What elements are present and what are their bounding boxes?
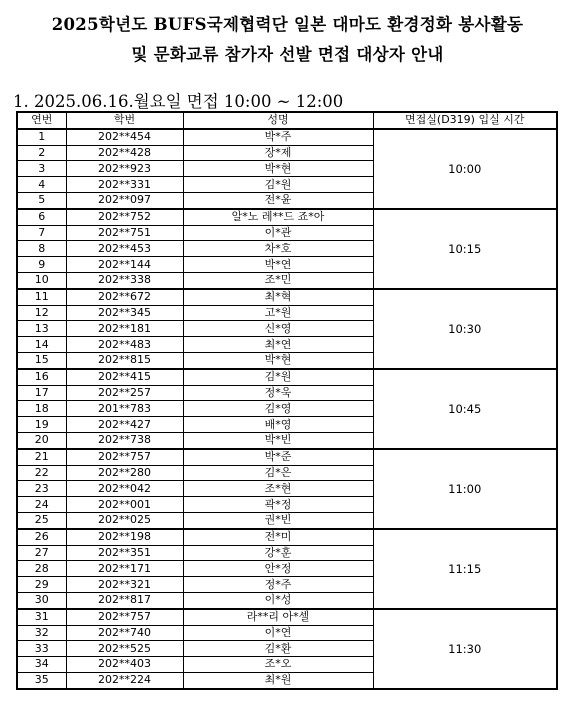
cell-number: 4 [17, 177, 66, 193]
cell-student-id: 202**453 [66, 241, 183, 257]
section-heading: 1. 2025.06.16.월요일 면접 10:00 ~ 12:00 [13, 92, 344, 111]
cell-name: 안*정 [183, 561, 373, 577]
cell-student-id: 202**428 [66, 145, 183, 161]
cell-name: 조*민 [183, 272, 373, 288]
cell-name: 박*현 [183, 161, 373, 177]
header-student-id: 학번 [66, 112, 183, 129]
cell-student-id: 202**757 [66, 449, 183, 465]
cell-number: 12 [17, 305, 66, 321]
cell-student-id: 202**525 [66, 641, 183, 657]
table-row [17, 449, 557, 465]
cell-name: 정*욱 [183, 385, 373, 401]
cell-student-id: 202**097 [66, 192, 183, 208]
cell-student-id: 202**427 [66, 417, 183, 433]
cell-name: 이*관 [183, 225, 373, 241]
cell-number: 8 [17, 241, 66, 257]
cell-name: 조*오 [183, 657, 373, 673]
cell-name: 조*현 [183, 481, 373, 497]
document-title-line-1: 2025학년도 BUFS국제협력단 일본 대마도 환경정화 봉사활동 [51, 15, 524, 34]
cell-number: 16 [17, 369, 66, 385]
cell-name: 이*연 [183, 625, 373, 641]
cell-name: 최*연 [183, 337, 373, 353]
cell-number: 29 [17, 577, 66, 593]
cell-number: 6 [17, 209, 66, 225]
cell-name: 곽*정 [183, 497, 373, 513]
cell-student-id: 202**181 [66, 321, 183, 337]
cell-name: 알*노 레**드 죠*아 [183, 209, 373, 225]
cell-student-id: 202**815 [66, 352, 183, 368]
cell-name: 최*혁 [183, 289, 373, 305]
cell-name: 전*미 [183, 529, 373, 545]
cell-number: 14 [17, 337, 66, 353]
cell-student-id: 202**001 [66, 497, 183, 513]
cell-number: 34 [17, 657, 66, 673]
cell-name: 박*준 [183, 449, 373, 465]
table-header-row [17, 112, 557, 129]
cell-entry-time: 11:15 [373, 529, 557, 609]
table-row [17, 609, 557, 625]
cell-number: 5 [17, 192, 66, 208]
table-row [17, 289, 557, 305]
cell-name: 정*주 [183, 577, 373, 593]
header-entry-time: 면접실(D319) 입실 시간 [373, 112, 557, 129]
cell-name: 박*빈 [183, 432, 373, 448]
cell-number: 17 [17, 385, 66, 401]
cell-number: 18 [17, 401, 66, 417]
cell-number: 21 [17, 449, 66, 465]
cell-name: 김*은 [183, 465, 373, 481]
cell-name: 최*원 [183, 672, 373, 688]
cell-student-id: 202**740 [66, 625, 183, 641]
cell-student-id: 202**483 [66, 337, 183, 353]
cell-number: 7 [17, 225, 66, 241]
cell-entry-time: 11:00 [373, 449, 557, 529]
table-body [17, 129, 557, 689]
cell-student-id: 202**338 [66, 272, 183, 288]
cell-name: 이*성 [183, 592, 373, 608]
cell-number: 33 [17, 641, 66, 657]
cell-name: 김*원 [183, 177, 373, 193]
cell-name: 전*윤 [183, 192, 373, 208]
cell-number: 22 [17, 465, 66, 481]
cell-student-id: 202**042 [66, 481, 183, 497]
table-row [17, 129, 557, 145]
cell-number: 27 [17, 545, 66, 561]
cell-student-id: 202**415 [66, 369, 183, 385]
cell-student-id: 202**757 [66, 609, 183, 625]
cell-number: 9 [17, 257, 66, 273]
cell-name: 배*영 [183, 417, 373, 433]
cell-number: 26 [17, 529, 66, 545]
cell-name: 권*빈 [183, 512, 373, 528]
cell-name: 박*연 [183, 257, 373, 273]
header-name: 성명 [183, 112, 373, 129]
cell-number: 23 [17, 481, 66, 497]
cell-number: 11 [17, 289, 66, 305]
cell-student-id: 202**280 [66, 465, 183, 481]
cell-entry-time: 10:15 [373, 209, 557, 289]
cell-student-id: 202**345 [66, 305, 183, 321]
header-number: 연번 [17, 112, 66, 129]
cell-number: 15 [17, 352, 66, 368]
cell-student-id: 202**171 [66, 561, 183, 577]
cell-student-id: 202**923 [66, 161, 183, 177]
table-row [17, 369, 557, 385]
cell-student-id: 202**672 [66, 289, 183, 305]
cell-number: 24 [17, 497, 66, 513]
cell-name: 박*주 [183, 129, 373, 145]
cell-entry-time: 11:30 [373, 609, 557, 689]
cell-number: 32 [17, 625, 66, 641]
cell-name: 라**리 아*셀 [183, 609, 373, 625]
cell-name: 김*영 [183, 401, 373, 417]
cell-student-id: 202**752 [66, 209, 183, 225]
cell-name: 김*원 [183, 369, 373, 385]
cell-student-id: 202**144 [66, 257, 183, 273]
cell-student-id: 201**783 [66, 401, 183, 417]
cell-student-id: 202**198 [66, 529, 183, 545]
cell-name: 박*현 [183, 352, 373, 368]
cell-number: 35 [17, 672, 66, 688]
cell-name: 차*호 [183, 241, 373, 257]
cell-name: 김*환 [183, 641, 373, 657]
cell-student-id: 202**224 [66, 672, 183, 688]
cell-student-id: 202**351 [66, 545, 183, 561]
cell-entry-time: 10:30 [373, 289, 557, 369]
table-row [17, 529, 557, 545]
cell-name: 장*제 [183, 145, 373, 161]
cell-number: 3 [17, 161, 66, 177]
cell-student-id: 202**751 [66, 225, 183, 241]
cell-number: 20 [17, 432, 66, 448]
document-title-line-2: 및 문화교류 참가자 선발 면접 대상자 안내 [131, 45, 444, 64]
cell-number: 13 [17, 321, 66, 337]
cell-student-id: 202**403 [66, 657, 183, 673]
cell-name: 신*영 [183, 321, 373, 337]
cell-student-id: 202**025 [66, 512, 183, 528]
cell-number: 25 [17, 512, 66, 528]
cell-number: 31 [17, 609, 66, 625]
cell-student-id: 202**257 [66, 385, 183, 401]
cell-number: 28 [17, 561, 66, 577]
cell-student-id: 202**738 [66, 432, 183, 448]
cell-entry-time: 10:00 [373, 129, 557, 209]
cell-name: 강*훈 [183, 545, 373, 561]
cell-entry-time: 10:45 [373, 369, 557, 449]
cell-name: 고*원 [183, 305, 373, 321]
cell-student-id: 202**454 [66, 129, 183, 145]
cell-number: 2 [17, 145, 66, 161]
cell-student-id: 202**331 [66, 177, 183, 193]
cell-number: 30 [17, 592, 66, 608]
cell-number: 19 [17, 417, 66, 433]
cell-student-id: 202**817 [66, 592, 183, 608]
interview-schedule-table [16, 111, 558, 690]
cell-student-id: 202**321 [66, 577, 183, 593]
cell-number: 1 [17, 129, 66, 145]
table-row [17, 209, 557, 225]
cell-number: 10 [17, 272, 66, 288]
